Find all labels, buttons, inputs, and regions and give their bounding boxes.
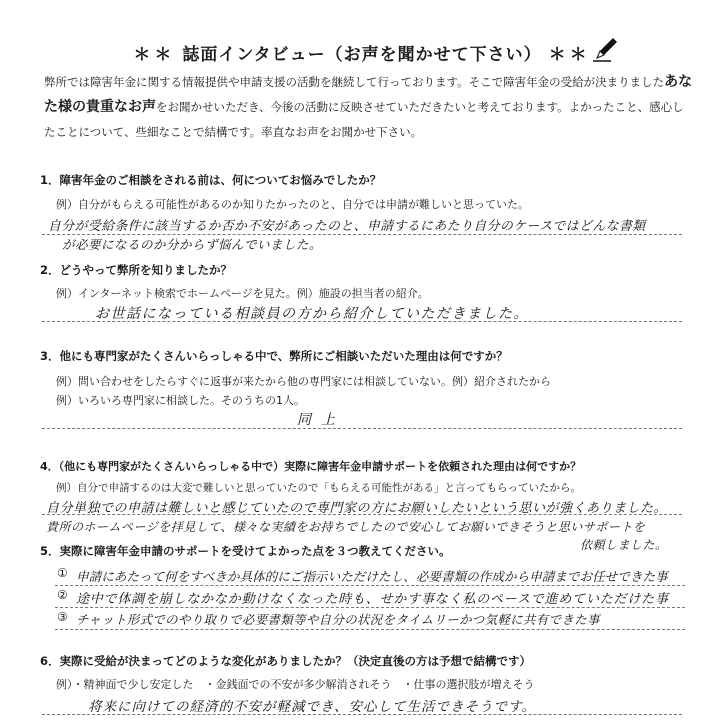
question-5: 5．実際に障害年金申請のサポートを受けてよかった点を３つ教えてください。: [40, 544, 451, 558]
question-4-example: 例）自分で申請するのは大変で難しいと思っていたので「もらえる可能性がある」と言ってもらっていたから。: [56, 482, 581, 494]
answer-line: [42, 428, 682, 429]
answer-5-1-num: ①: [57, 566, 68, 580]
answer-1-line2: が必要になるのか分からず悩んでいました。: [62, 237, 323, 252]
answer-5-3: チャット形式でのやり取りで必要書類等や自分の状況をタイムリーかつ気軽に共有できた事: [76, 612, 600, 627]
answer-line: [55, 629, 685, 630]
answer-5-2: 途中で体調を崩しなかなか動けなくなった時も、せかす事なく私のペースで進めていただけた事: [76, 592, 669, 607]
pen-icon: [591, 34, 621, 64]
answer-4-line3: 依頼しました。: [580, 538, 668, 552]
intro-part1: 弊所では障害年金に関する情報提供や申請支援の活動を継続して行っております。そこで障害年金の受給が決まりました: [44, 75, 665, 89]
title-deco-right: ＊＊: [548, 45, 591, 65]
answer-line: [55, 585, 685, 586]
answer-line: [55, 607, 685, 608]
intro-part2: をお聞かせいただき、今後の活動に反映させていただきたいと考えております。よかったこと、感心したことについて、些細なことで結構です。率直なお声をお聞かせ下さい。: [44, 100, 684, 139]
intro-paragraph: [44, 70, 694, 145]
answer-6: 将来に向けての経済的不安が軽減でき、安心して生活できそうです。: [88, 699, 536, 715]
answer-line: [42, 321, 682, 322]
question-4: 4．（他にも専門家がたくさんいらっしゃる中で）実際に障害年金申請サポートを依頼された理由は何ですか？: [40, 460, 582, 473]
answer-4-line2: 貴所のホームページを拝見して、様々な実績をお持ちでしたので安心してお願いできそうと思いサポートを: [46, 520, 646, 534]
title-text: 誌面インタビュー（お声を聞かせて下さい）: [182, 45, 542, 65]
answer-1-line1: 自分が受給条件に該当するか否か不安があったのと、申請するにあたり自分のケースではどんな書類: [48, 219, 646, 234]
question-2-example: 例）インターネット検索でホームページを見た。例）施設の担当者の紹介。: [56, 287, 429, 300]
answer-2: お世話になっている相談員の方から紹介していただきました。: [95, 306, 529, 322]
answer-5-3-num: ③: [57, 610, 68, 624]
question-6: 6．実際に受給が決まってどのような変化がありましたか？（決定直後の方は予想で結構です）: [40, 654, 531, 668]
title-deco-left: ＊＊: [133, 45, 176, 65]
answer-5-1: 申請にあたって何をすべきか具体的にご指示いただけたし、必要書類の作成から申請までお任せできた事: [76, 569, 668, 584]
question-6-example: 例）・精神面で少し安定した ・金銭面での不安が多少解消されそう ・仕事の選択肢が増えそう: [56, 678, 535, 691]
intro-emphasis: あなた様の貴重なお声: [44, 74, 693, 115]
answer-3: 同上: [297, 412, 345, 428]
question-2: 2．どうやって弊所を知りましたか？: [40, 263, 232, 277]
answer-4-line1: 自分単独での申請は難しいと感じていたので専門家の方にお願いしたいという思いが強くありました。: [46, 501, 668, 516]
question-3-example-1: 例）問い合わせをしたらすぐに返事が来たから他の専門家には相談していない。例）紹介されたから: [56, 375, 551, 388]
question-3: 3．他にも専門家がたくさんいらっしゃる中で、弊所にご相談いただいた理由は何ですか？: [40, 349, 508, 363]
question-1: 1．障害年金のご相談をされる前は、何についてお悩みでしたか？: [40, 173, 382, 187]
answer-line: [42, 514, 682, 515]
answer-5-2-num: ②: [57, 588, 68, 602]
answer-line: [42, 714, 682, 715]
question-1-example: 例）自分がもらえる可能性があるのか知りたかったのと、自分では申請が難しいと思っていた。: [56, 198, 529, 211]
question-3-example-2: 例）いろいろ専門家に相談した。そのうちの1人。: [56, 394, 305, 407]
